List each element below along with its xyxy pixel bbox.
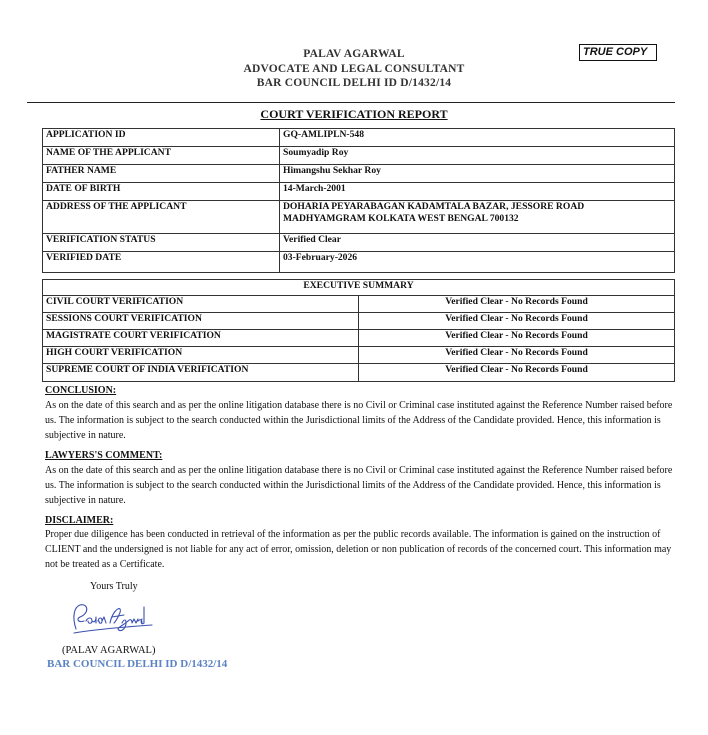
info-row-address	[43, 201, 675, 234]
info-label: NAME OF THE APPLICANT	[43, 147, 280, 165]
summary-row-high-court	[43, 347, 675, 364]
info-row-verification-status	[43, 234, 675, 252]
info-row-verified-date	[43, 252, 675, 273]
info-value: 14-March-2001	[280, 183, 675, 201]
info-value: Himangshu Sekhar Roy	[280, 165, 675, 183]
info-value: 03-February-2026	[280, 252, 675, 273]
signatory-name: (PALAV AGARWAL)	[62, 645, 156, 656]
conclusion-text: As on the date of this search and as per the online litigation database there is no Civil or Criminal case instituted against the Reference Number raised before us. The information is subject to the search conducted within the Jurisdictional limits of the Address of the Candidate provided. Hence, this information is subjective in nature.	[45, 400, 673, 441]
disclaimer-heading: DISCLAIMER:	[45, 515, 114, 526]
info-value: GQ-AMLIPLN-548	[280, 129, 675, 147]
summary-row-sessions	[43, 313, 675, 330]
info-row-applicant-name	[43, 147, 675, 165]
address-line-1: DOHARIA PEYARABAGAN KADAMTALA BAZAR, JESSORE ROAD	[283, 201, 585, 212]
summary-label: SESSIONS COURT VERIFICATION	[43, 313, 359, 330]
advocate-title: ADVOCATE AND LEGAL CONSULTANT	[243, 63, 465, 75]
advocate-bar-id: BAR COUNCIL DELHI ID D/1432/14	[256, 77, 452, 89]
signatory-bar-id: BAR COUNCIL DELHI ID D/1432/14	[47, 658, 228, 670]
disclaimer-text: Proper due diligence has been conducted in retrieval of the information as per the public records available. The information is gained on the instruction of CLIENT and the undersigned is not liable for any act of error, omission, deletion or non publication of records of the concerned court. This information may not be treated as a Certificate.	[45, 529, 672, 570]
signature-graphic	[66, 599, 156, 639]
yours-truly: Yours Truly	[90, 581, 138, 592]
summary-value: Verified Clear - No Records Found	[359, 364, 675, 382]
info-label: APPLICATION ID	[43, 129, 280, 147]
info-label: VERIFIED DATE	[43, 252, 280, 273]
info-value	[280, 201, 675, 234]
info-row-date-of-birth	[43, 183, 675, 201]
summary-title-row	[43, 280, 675, 296]
conclusion-heading: CONCLUSION:	[45, 385, 117, 396]
info-value: Verified Clear	[280, 234, 675, 252]
applicant-info-table	[42, 128, 675, 273]
info-label: FATHER NAME	[43, 165, 280, 183]
true-copy-stamp: TRUE COPY	[579, 44, 657, 61]
info-label: ADDRESS OF THE APPLICANT	[43, 201, 280, 234]
summary-label: SUPREME COURT OF INDIA VERIFICATION	[43, 364, 359, 382]
summary-value: Verified Clear - No Records Found	[359, 347, 675, 364]
address-line-2: MADHYAMGRAM KOLKATA WEST BENGAL 700132	[283, 213, 519, 224]
summary-row-supreme-court	[43, 364, 675, 382]
info-label: VERIFICATION STATUS	[43, 234, 280, 252]
info-value: Soumyadip Roy	[280, 147, 675, 165]
lawyers-comment-text: As on the date of this search and as per the online litigation database there is no Civil or Criminal case instituted against the Reference Number raised before us. The information is subject to the search conducted within the Jurisdictional limits of the Address of the Candidate provided. Hence, this information is subjective in nature.	[45, 465, 673, 506]
header-divider	[27, 102, 675, 103]
summary-value: Verified Clear - No Records Found	[359, 296, 675, 313]
summary-value: Verified Clear - No Records Found	[359, 330, 675, 347]
summary-label: CIVIL COURT VERIFICATION	[43, 296, 359, 313]
summary-label: MAGISTRATE COURT VERIFICATION	[43, 330, 359, 347]
lawyers-comment-heading: LAWYERS'S COMMENT:	[45, 450, 163, 461]
executive-summary-table	[42, 279, 675, 382]
advocate-name: PALAV AGARWAL	[303, 48, 405, 60]
summary-label: HIGH COURT VERIFICATION	[43, 347, 359, 364]
info-label: DATE OF BIRTH	[43, 183, 280, 201]
info-row-application-id	[43, 129, 675, 147]
report-title: COURT VERIFICATION REPORT	[260, 107, 448, 121]
summary-row-magistrate	[43, 330, 675, 347]
signature	[66, 599, 156, 639]
summary-title: EXECUTIVE SUMMARY	[43, 280, 675, 296]
info-row-father-name	[43, 165, 675, 183]
summary-value: Verified Clear - No Records Found	[359, 313, 675, 330]
summary-row-civil	[43, 296, 675, 313]
